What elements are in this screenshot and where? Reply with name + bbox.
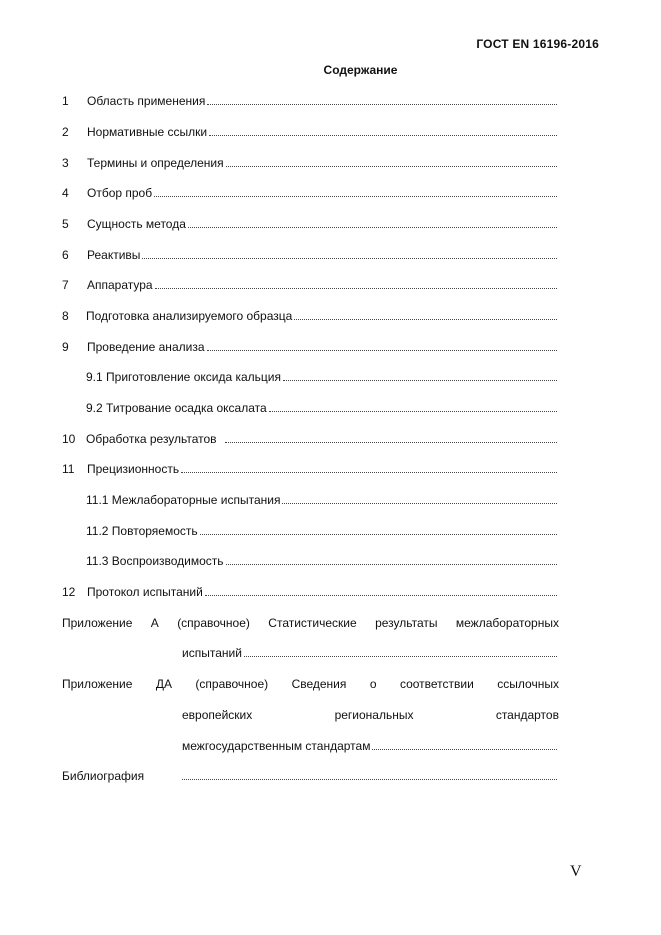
toc-subentry[interactable]	[86, 523, 557, 539]
toc-entry-label: 11.3 Воспроизводимость	[86, 554, 224, 568]
toc-entry-label: 9.2 Титрование осадка оксалата	[86, 401, 267, 415]
dot-leader	[226, 553, 557, 565]
dot-leader	[209, 124, 557, 136]
dot-leader	[282, 492, 557, 504]
toc-entry-label: межгосударственным стандартам	[182, 739, 371, 753]
toc-entry-label: Сущность метода	[87, 217, 186, 231]
dot-leader	[188, 216, 557, 228]
toc-entry[interactable]	[62, 431, 557, 447]
dot-leader	[372, 738, 557, 750]
dot-leader	[225, 431, 557, 443]
toc-entry-label: Реактивы	[87, 248, 141, 262]
toc-entry-number: 10	[62, 432, 76, 446]
toc-entry-number: 9	[62, 340, 69, 354]
toc-bibliography[interactable]	[62, 768, 557, 784]
toc-entry-label: Проведение анализа	[87, 340, 205, 354]
toc-entry-label: Обработка результатов	[86, 432, 217, 446]
toc-entry[interactable]	[62, 216, 557, 232]
toc-entry[interactable]	[62, 93, 557, 109]
dot-leader	[142, 247, 557, 259]
toc-entry[interactable]	[62, 277, 557, 293]
toc-subentry[interactable]	[86, 492, 557, 508]
toc-entry-number: 2	[62, 125, 69, 139]
annex-a-word: (справочное)	[177, 616, 250, 630]
annex-da-title-line2	[182, 707, 559, 723]
toc-entry-number: 12	[62, 585, 76, 599]
toc-entry[interactable]	[62, 584, 557, 600]
toc-entry-label: Область применения	[87, 94, 206, 108]
annex-da-word: европейских	[182, 708, 253, 722]
annex-da-word: (справочное)	[195, 677, 269, 691]
standard-designation: ГОСТ EN 16196-2016	[476, 37, 599, 51]
dot-leader	[182, 768, 557, 780]
dot-leader	[200, 523, 557, 535]
annex-a-word: результаты	[375, 616, 438, 630]
dot-leader	[269, 400, 557, 412]
annex-da-word: ссылочных	[497, 677, 559, 691]
annex-da-word: региональных	[334, 708, 414, 722]
annex-a-word: межлабораторных	[455, 616, 559, 630]
toc-entry[interactable]	[62, 247, 557, 263]
toc-entry[interactable]	[62, 461, 557, 477]
dot-leader	[181, 461, 557, 473]
dot-leader	[244, 645, 557, 657]
annex-da-word: Сведения	[291, 677, 347, 691]
toc-entry-label: Протокол испытаний	[87, 585, 203, 599]
annex-da-word: ДА	[155, 677, 172, 691]
annex-da-word: о	[369, 677, 377, 691]
dot-leader	[205, 584, 557, 596]
toc-entry-label: Термины и определения	[87, 156, 224, 170]
toc-entry-number: 6	[62, 248, 69, 262]
dot-leader	[207, 339, 558, 351]
toc-entry-label: Нормативные ссылки	[87, 125, 208, 139]
toc-entry-number: 7	[62, 278, 69, 292]
page-number: V	[570, 863, 582, 880]
annex-a-continuation[interactable]	[182, 645, 557, 661]
annex-da-title[interactable]	[62, 676, 559, 692]
toc-entry[interactable]	[62, 339, 557, 355]
toc-entry-label: Аппаратура	[87, 278, 153, 292]
toc-entry-number: 11	[62, 462, 75, 476]
toc-entry[interactable]	[62, 185, 557, 201]
toc-entry-label: Отбор проб	[87, 186, 153, 200]
toc-subentry[interactable]	[86, 553, 557, 569]
toc-entry-number: 1	[62, 94, 69, 108]
dot-leader	[154, 185, 557, 197]
toc-entry-label: испытаний	[182, 646, 242, 660]
dot-leader	[283, 369, 557, 381]
bibliography-label: Библиография	[62, 769, 145, 783]
dot-leader	[294, 308, 557, 320]
toc-entry-number: 5	[62, 217, 69, 231]
toc-entry-label: Прецизионность	[87, 462, 180, 476]
dot-leader	[207, 93, 557, 105]
dot-leader	[155, 277, 557, 289]
toc-entry[interactable]	[62, 124, 557, 140]
toc-entry[interactable]	[62, 308, 557, 324]
annex-da-word: соответствии	[399, 677, 474, 691]
annex-da-word: стандартов	[495, 708, 559, 722]
toc-entry-label: 11.1 Межлабораторные испытания	[86, 493, 281, 507]
toc-entry-number: 4	[62, 186, 69, 200]
toc-entry-number: 8	[62, 309, 69, 323]
annex-a-word: Статистические	[268, 616, 357, 630]
annex-da-word: Приложение	[62, 677, 133, 691]
annex-a-word: Приложение	[62, 616, 133, 630]
dot-leader	[226, 155, 557, 167]
toc-entry[interactable]	[62, 155, 557, 171]
toc-entry-label: Подготовка анализируемого образца	[86, 309, 293, 323]
toc-subentry[interactable]	[86, 400, 557, 416]
annex-da-continuation[interactable]	[182, 738, 557, 754]
toc-entry-label: 9.1 Приготовление оксида кальция	[86, 370, 281, 384]
toc-entry-number: 3	[62, 156, 69, 170]
toc-entry-label: 11.2 Повторяемость	[86, 524, 198, 538]
annex-a-title[interactable]	[62, 615, 559, 631]
annex-a-word: А	[150, 616, 159, 630]
page-title: Содержание	[323, 63, 398, 77]
toc-subentry[interactable]	[86, 369, 557, 385]
